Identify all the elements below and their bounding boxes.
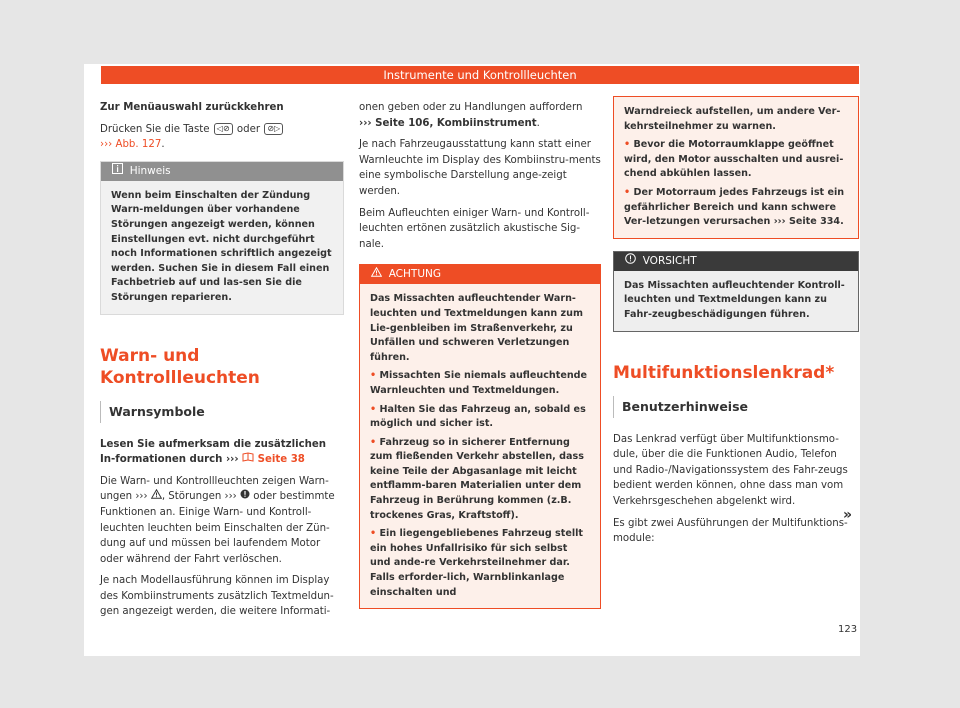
page-header: Instrumente und Kontrollleuchten bbox=[101, 66, 859, 84]
continue-mark: » bbox=[843, 507, 853, 523]
figure-link[interactable]: Abb. 127 bbox=[115, 139, 162, 151]
warning-intro: Das Missachten aufleuchtender Warn-leuchten und Textmeldungen kann zum Lie-genbleiben im Straßenverkehr, zu Unfällen und schweren Verletzungen führen. bbox=[370, 293, 583, 363]
section-title: Multifunktionslenkrad* bbox=[613, 362, 835, 383]
note-box bbox=[100, 161, 344, 315]
page-link[interactable]: ››› Seite 106, Kombiinstrument bbox=[359, 117, 537, 129]
back-key-icon: ◁⊘ bbox=[214, 123, 233, 135]
warning-item: • Halten Sie das Fahrzeug an, sobald es möglich und sicher ist. bbox=[370, 403, 586, 430]
column-2 bbox=[359, 100, 601, 619]
paragraph: Beim Aufleuchten einiger Warn- und Kontroll-leuchten ertönen zusätzlich akustische Sig-nale. bbox=[359, 207, 590, 250]
page-link[interactable]: Seite 334 bbox=[788, 216, 841, 228]
caution-circle-icon bbox=[625, 252, 636, 271]
subsection-heading: Zur Menüauswahl zurückkehren bbox=[100, 102, 284, 113]
sub-title: Benutzerhinweise bbox=[613, 396, 859, 418]
warning-triangle-icon bbox=[371, 265, 382, 284]
paragraph: Je nach Fahrzeugausstattung kann statt einer Warnleuchte im Display des Kombiinstru-ments eine symbolische Darstellung ange-zeigt werden. bbox=[359, 139, 601, 197]
forward-key-icon: ⊘▷ bbox=[264, 123, 283, 135]
warning-item: • Bevor die Motorraumklappe geöffnet wird, den Motor ausschalten und ausrei-chend abkühlen lassen. bbox=[624, 139, 844, 180]
book-icon bbox=[242, 452, 254, 468]
warning-item: • Ein liegengebliebenes Fahrzeug stellt ein hohes Unfallrisiko für sich selbst und ande-re Verkehrsteilnehmer dar. Falls erforder-lich, Warnblinkanlage einschalten und bbox=[370, 528, 583, 598]
warning-box bbox=[359, 264, 601, 609]
warning-header: ACHTUNG bbox=[360, 265, 600, 284]
note-text: Wenn beim Einschalten der Zündung Warn-meldungen über vorhandene Störungen angezeigt werden, können Einstellungen evt. nicht durchgeführt noch Informationen schriftlich angezeigt werden. Suchen Sie in diesem Fall einen Fachbetrieb auf und las-sen Sie die Störungen reparieren. bbox=[111, 189, 332, 303]
paragraph: Das Lenkrad verfügt über Multifunktionsmo-dule, über die die Funktionen Audio, Telefon und Radio-/Navigationssystem des Fahr-zeugs bedient werden können, ohne dass man vom Verkehrsgeschehen abgelenkt wird. bbox=[613, 433, 848, 507]
press-key-paragraph: Drücken Sie die Taste ◁⊘ oder ⊘▷ ››› Abb. 127. bbox=[100, 122, 344, 153]
textmessages-paragraph: Je nach Modellausführung können im Display des Kombiinstruments zusätzlich Textmeldun-gen angezeigt werden, die weitere Informati- bbox=[100, 575, 334, 618]
column-3 bbox=[613, 100, 859, 553]
section-title: Warn- und Kontrollleuchten bbox=[100, 345, 260, 388]
warning-item: • Missachten Sie niemals aufleuchtende Warnleuchten und Textmeldungen. bbox=[370, 370, 588, 396]
note-header: Hinweis bbox=[101, 162, 343, 181]
paragraph: onen geben oder zu Handlungen auffordern ››› Seite 106, Kombiinstrument. bbox=[359, 102, 583, 129]
exclamation-circle-icon bbox=[240, 489, 250, 505]
warning-continued-box bbox=[613, 96, 859, 239]
warning-item: • Fahrzeug so in sicherer Entfernung zum fließenden Verkehr abstellen, dass keine Teile der Abgasanlage mit leicht entflamm-baren Materialien unter dem Fahrzeug in Berührung kommen (z.B. trockenes Gras, Kraftstoff). bbox=[370, 436, 584, 521]
read-heading: Lesen Sie aufmerksam die zusätzlichen In-formationen durch ››› Seite 38 bbox=[100, 437, 344, 468]
sub-title: Warnsymbole bbox=[100, 401, 344, 423]
page-number: 123 bbox=[838, 624, 858, 635]
caution-header: VORSICHT bbox=[614, 252, 858, 271]
info-icon bbox=[112, 162, 123, 181]
warning-continued-intro: Warndreieck aufstellen, um andere Ver-kehrsteilnehmer zu warnen. bbox=[624, 106, 841, 132]
warnings-paragraph: Die Warn- und Kontrollleuchten zeigen Warn-ungen ››› , Störungen ››› oder bestimmte Funktionen an. Einige Warn- und Kontroll-leuchten leuchten beim Einschalten der Zün-dung auf und müssen bei laufendem Motor oder während der Fahrt verlöschen. bbox=[100, 475, 335, 565]
column-1 bbox=[100, 100, 344, 626]
warning-triangle-icon bbox=[151, 489, 162, 505]
caution-text: Das Missachten aufleuchtender Kontroll-leuchten und Textmeldungen kann zu Fahr-zeugbeschädigungen führen. bbox=[624, 279, 845, 320]
page-link[interactable]: Seite 38 bbox=[257, 454, 305, 466]
paragraph: Es gibt zwei Ausführungen der Multifunktions-module: bbox=[613, 517, 848, 545]
caution-box bbox=[613, 251, 859, 332]
warning-item: • Der Motorraum jedes Fahrzeugs ist ein gefährlicher Bereich und kann schwere Ver-letzungen verursachen ››› Seite 334. bbox=[624, 186, 845, 228]
